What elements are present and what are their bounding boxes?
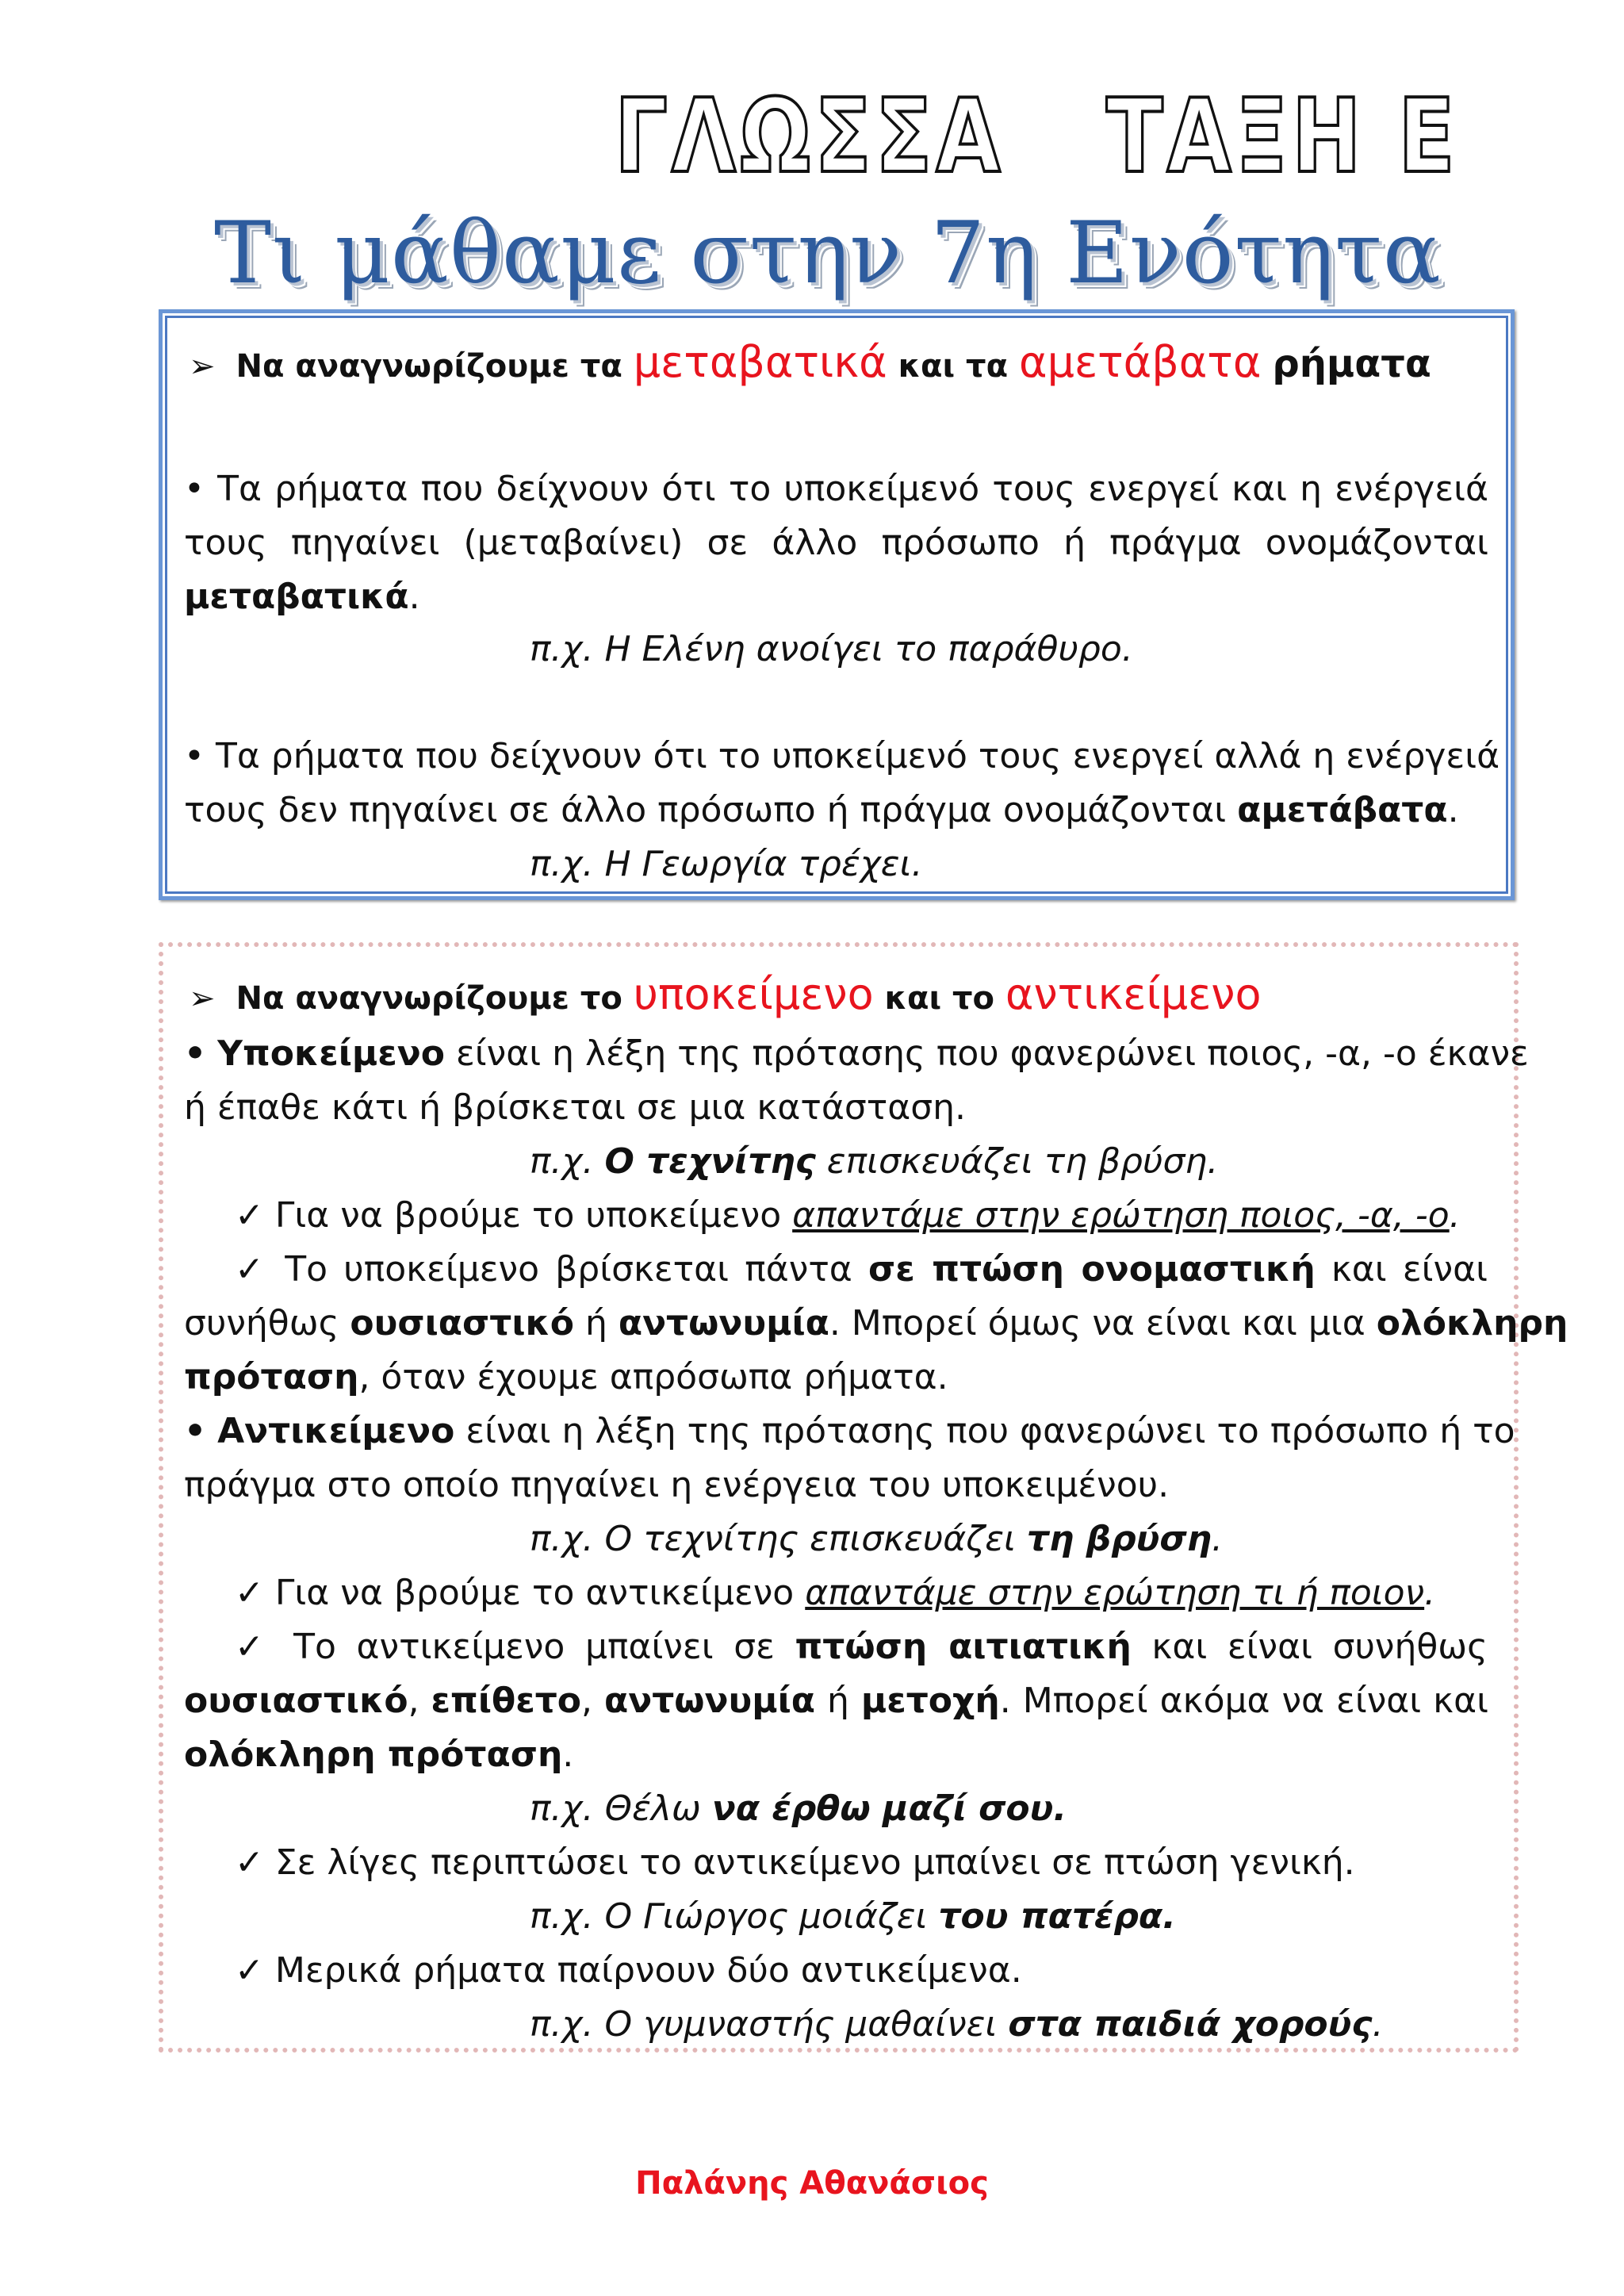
- paragraph-line: μεταβατικά.: [184, 577, 420, 617]
- example-text: π.χ. Ο Γιώργος μοιάζει του πατέρα.: [530, 1896, 1176, 1937]
- term-subject: υποκείμενο: [633, 969, 874, 1019]
- example-text: π.χ. Ο τεχνίτης επισκευάζει τη βρύση.: [530, 1141, 1219, 1182]
- paragraph-line: • Τα ρήματα που δείχνουν ότι το υποκείμενό τους ενεργεί και η ενέργειά: [184, 469, 1488, 509]
- term-object: αντικείμενο: [1005, 969, 1262, 1019]
- subject-title: ΓΛΩΣΣΑ: [615, 78, 1005, 196]
- checklist-item: ✓ Το υποκείμενο βρίσκεται πάντα σε πτώση ονομαστική και είναι: [235, 1249, 1488, 1290]
- paragraph-line: πρόταση, όταν έχουμε απρόσωπα ρήματα.: [184, 1357, 948, 1397]
- example-text: π.χ. Η Ελένη ανοίγει το παράθυρο.: [530, 629, 1133, 669]
- arrow-bullet-icon: ➢: [189, 348, 216, 385]
- page-heading: [0, 78, 1624, 196]
- checklist-item: ✓ Μερικά ρήματα παίρνουν δύο αντικείμενα.: [235, 1950, 1022, 1991]
- checklist-item: ✓ Το αντικείμενο μπαίνει σε πτώση αιτιατική και είναι συνήθως: [235, 1627, 1488, 1667]
- paragraph-line: πράγμα στο οποίο πηγαίνει η ενέργεια του υποκειμένου.: [184, 1465, 1170, 1505]
- example-text: π.χ. Ο γυμναστής μαθαίνει στα παιδιά χορούς.: [530, 2004, 1384, 2045]
- checklist-item: ✓ Για να βρούμε το αντικείμενο απαντάμε στην ερώτηση τι ή ποιον.: [235, 1573, 1436, 1613]
- paragraph-line: συνήθως ουσιαστικό ή αντωνυμία. Μπορεί όμως να είναι και μια ολόκληρη: [184, 1303, 1568, 1343]
- paragraph-line: ουσιαστικό, επίθετο, αντωνυμία ή μετοχή. Μπορεί ακόμα να είναι και: [184, 1681, 1488, 1721]
- example-text: π.χ. Ο τεχνίτης επισκευάζει τη βρύση.: [530, 1519, 1223, 1559]
- paragraph-line: • Υποκείμενο είναι η λέξη της πρότασης που φανερώνει ποιος, -α, -ο έκανε: [184, 1033, 1529, 1074]
- check-icon: ✓: [235, 1950, 264, 1991]
- check-icon: ✓: [235, 1842, 264, 1883]
- check-icon: ✓: [235, 1249, 270, 1290]
- arrow-bullet-icon: ➢: [189, 980, 216, 1017]
- paragraph-line: • Αντικείμενο είναι η λέξη της πρότασης που φανερώνει το πρόσωπο ή το: [184, 1411, 1515, 1451]
- paragraph-line: τους δεν πηγαίνει σε άλλο πρόσωπο ή πράγμα ονομάζονται αμετάβατα.: [184, 790, 1459, 830]
- section1-heading: ➢ Να αναγνωρίζουμε τα μεταβατικά και τα αμετάβατα ρήματα: [189, 337, 1431, 387]
- checklist-item: ✓ Σε λίγες περιπτώσει το αντικείμενο μπαίνει σε πτώση γενική.: [235, 1842, 1355, 1883]
- author-footer: Παλάνης Αθανάσιος: [635, 2165, 989, 2202]
- page-title: Τι μάθαμε στην 7η Ενότητα: [214, 204, 1442, 303]
- check-icon: ✓: [235, 1573, 264, 1613]
- example-text: π.χ. Η Γεωργία τρέχει.: [530, 844, 923, 884]
- checklist-item: ✓ Για να βρούμε το υποκείμενο απαντάμε στην ερώτηση ποιος, -α, -ο.: [235, 1195, 1461, 1236]
- paragraph-line: ολόκληρη πρόταση.: [184, 1734, 574, 1775]
- paragraph-line: τους πηγαίνει (μεταβαίνει) σε άλλο πρόσωπο ή πράγμα ονομάζονται: [184, 523, 1488, 563]
- check-icon: ✓: [235, 1195, 264, 1236]
- section2-heading: ➢ Να αναγνωρίζουμε το υποκείμενο και το αντικείμενο: [189, 969, 1262, 1019]
- check-icon: ✓: [235, 1627, 274, 1667]
- grade-title: ΤΑΞΗ Ε: [1106, 78, 1459, 196]
- term-intransitive: αμετάβατα: [1019, 337, 1262, 387]
- paragraph-line: • Τα ρήματα που δείχνουν ότι το υποκείμενό τους ενεργεί αλλά η ενέργειά: [184, 736, 1500, 776]
- paragraph-line: ή έπαθε κάτι ή βρίσκεται σε μια κατάσταση.: [184, 1087, 966, 1128]
- term-transitive: μεταβατικά: [633, 337, 887, 387]
- example-text: π.χ. Θέλω να έρθω μαζί σου.: [530, 1788, 1067, 1829]
